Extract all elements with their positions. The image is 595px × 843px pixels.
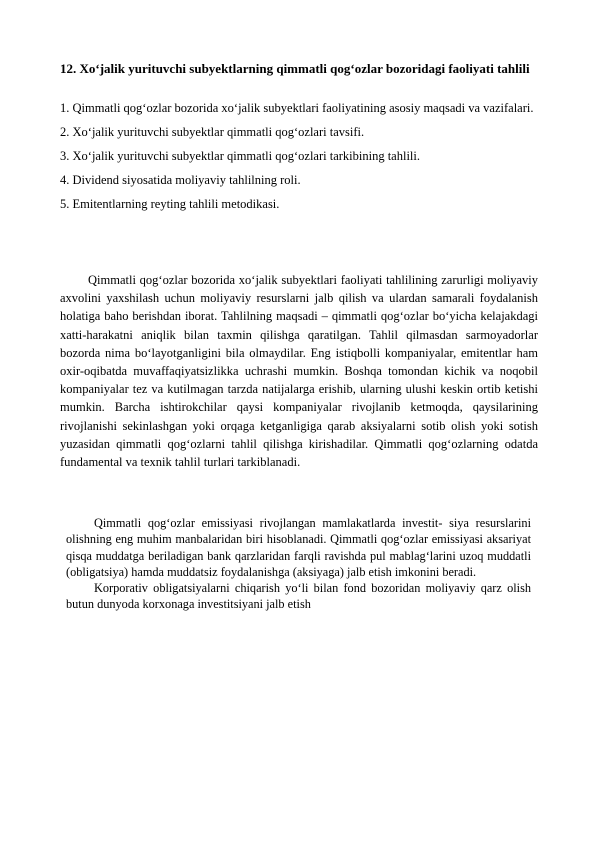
- intro-block: [60, 271, 538, 471]
- emission-paragraph: Qimmatli qog‘ozlar emissiyasi rivojlangan mamlakatlarda investit- siya resurslarini olishning eng muhim manbalaridan biri hisoblanadi. Qimmatli qog‘ozlar emissiyasi aksariyat qisqa muddatga beriladigan bank qarzlaridan farqli ravishda pul mablag‘larini uzoq muddatli (obligatsiya) hamda muddatsiz foydalanishga (aksiyaga) jalb etish imkonini beradi.: [66, 516, 531, 579]
- question-item-1: 1. Qimmatli qog‘ozlar bozorida xo‘jalik subyektlari faoliyatining asosiy maqsadi va vazifalari.: [60, 101, 534, 115]
- intro-paragraph: Qimmatli qog‘ozlar bozorida xo‘jalik subyektlari faoliyati tahlilining zarurligi moliyaviy axvolini yaxshilash uchun moliyaviy resurslarni jalb qilish va ulardan samarali foydalanish holatiga baho berishdan iborat. Tahlilning maqsadi – qimmatli qog‘ozlar bo‘yicha kelajakdagi xatti-harakatni aniqlik bilan taxmin qilishga qaratilgan. Tahlil qilmasdan sarmoyadorlar bozorda nima bo‘layotganligini bila olmaydilar. Eng istiqbolli kompaniyalar, emitentlar ham oxir-oqibatda muvaffaqiyatsizlikka uchrashi mumkin. Boshqa tomondan kichik va noqobil kompaniyalar tez va kutilmagan tarzda natijalarga erishib, ularning ulushi keskin ortib ketishi mumkin. Barcha ishtirokchilar qaysi kompaniyalar rivojlanib ketmoqda, qaysilarining rivojlanishi sekinlashgan yoki orqaga ketganligiga qarab aksiyalarni sotib olish yoki sotish yuzasidan qimmatli qog‘ozlarni tahlil qilishga kirishadilar. Qimmatli qog‘ozlarning odatda fundamental va texnik tahlil turlari tarkiblanadi.: [60, 273, 538, 470]
- question-list: [60, 100, 538, 220]
- question-item-3: 3. Xo‘jalik yurituvchi subyektlar qimmatli qog‘ozlari tarkibining tahlili.: [60, 149, 420, 163]
- corporate-paragraph: Korporativ obligatsiyalarni chiqarish yo‘li bilan fond bozoridan moliyaviy qarz olish butun dunyoda korxonaga investitsiyani jalb etish: [66, 581, 531, 612]
- section-heading: 12. Xo‘jalik yurituvchi subyektlarning qimmatli qog‘ozlar bozoridagi faoliyati tahlili: [60, 61, 530, 76]
- question-item-2: 2. Xo‘jalik yurituvchi subyektlar qimmatli qog‘ozlari tavsifi.: [60, 125, 365, 139]
- question-item-4: 4. Dividend siyosatida moliyaviy tahlilning roli.: [60, 173, 301, 187]
- question-item-5: 5. Emitentlarning reyting tahlili metodikasi.: [60, 197, 280, 211]
- emission-block: [66, 515, 531, 613]
